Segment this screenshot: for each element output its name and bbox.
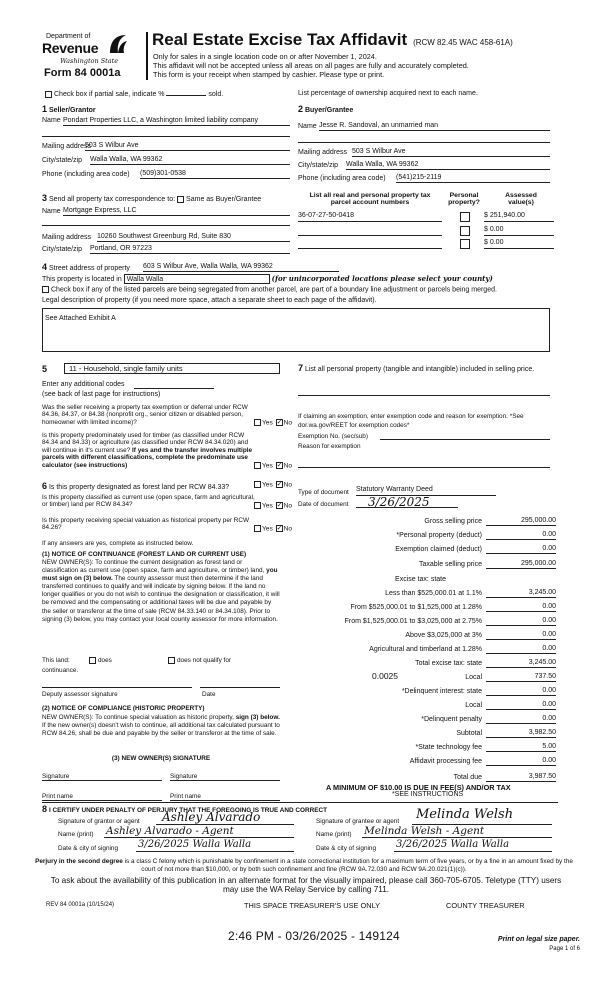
- grantee-date-field[interactable]: 3/26/2025 Walla Walla: [394, 839, 552, 852]
- correspondence-heading: 3 Send all property tax correspondence to: Same as Buyer/Grantee: [42, 193, 262, 203]
- deputy-signature-line[interactable]: [42, 687, 192, 688]
- header-line1: Only for sales in a single location code on or after November 1, 2024.: [153, 52, 377, 61]
- doc-type-row: Type of document Statutory Warranty Deed: [298, 489, 550, 496]
- dept-state: Washington State: [60, 57, 119, 65]
- calc-row: Less than $525,000.01 at 1.1% 3,245.00: [385, 589, 556, 597]
- minimum-due-note: A MINIMUM OF $10.00 IS DUE IN FEE(S) AND/OR TAX: [326, 783, 511, 792]
- corr-city-row: City/state/zip Portland, OR 97223: [42, 246, 290, 253]
- form-statute: (RCW 82.45 WAC 458-61A): [413, 38, 513, 47]
- seller-heading: 1 Seller/Grantor: [42, 104, 96, 114]
- form-title-row: [152, 30, 513, 50]
- this-land-row: This land: does does not qualify for: [42, 657, 231, 665]
- buyer-name-line2: [298, 142, 550, 143]
- accessibility-notice: To ask about the availability of this publication in an alternate format for the visually impaired, please call 360-705-6705. Teletype (TTY) users may use the WA Relay Service by calling 711.: [50, 876, 562, 895]
- calc-value[interactable]: 295,000.00: [520, 517, 556, 524]
- new-owner-print-line[interactable]: [42, 800, 162, 801]
- doc-date-field[interactable]: 3/26/2025: [356, 495, 458, 508]
- calc-row: *Personal property (deduct) 0.00: [396, 531, 556, 539]
- new-owner-signature-line[interactable]: [42, 780, 162, 781]
- additional-codes-row: Enter any additional codes: [42, 381, 282, 388]
- calc-row: From $1,525,000.01 to $3,025,000 at 2.75% 0.00: [344, 617, 556, 625]
- grantee-sig-row: Signature of grantee or agent Melinda Welsh: [316, 818, 552, 825]
- does-qualify-checkbox[interactable]: [89, 657, 96, 664]
- dept-brand: Revenue: [42, 40, 99, 56]
- print-name-label: Print name: [170, 793, 201, 800]
- cashier-stamp: 2:46 PM - 03/26/2025 - 149124: [228, 929, 400, 943]
- grantee-name-field[interactable]: Melinda Welsh - Agent: [362, 825, 552, 838]
- calc-row: *State technology fee 5.00: [415, 743, 556, 751]
- grantor-signature-field[interactable]: Ashley Alvarado: [156, 810, 294, 825]
- see-instructions-note: *SEE INSTRUCTIONS: [392, 791, 464, 798]
- calc-value[interactable]: 0.00: [542, 645, 556, 652]
- historic-yes-checkbox[interactable]: [254, 525, 261, 532]
- parcel-col-header: List all real and personal property tax parcel account numbers: [309, 192, 431, 206]
- seller-phone-field[interactable]: (509)301-0538: [140, 170, 290, 179]
- assessed-value-field[interactable]: $ 0.00: [484, 239, 554, 249]
- grantor-date-field[interactable]: 3/26/2025 Walla Walla: [136, 839, 294, 852]
- county-treasurer-label: COUNTY TREASURER: [446, 901, 525, 910]
- calc-row: Above $3,025,000 at 3% 0.00: [405, 631, 556, 639]
- calc-value[interactable]: 5.00: [542, 743, 556, 750]
- seller-city-row: City/state/zip Walla Walla, WA 99362: [42, 157, 290, 164]
- exemption-reason-label: Reason for exemption: [298, 443, 361, 450]
- calc-row: Gross selling price 295,000.00: [424, 517, 556, 525]
- exemption-no-checkbox[interactable]: [276, 419, 283, 426]
- personal-property-prompt: 7 List all personal property (tangible and intangible) included in selling price.: [298, 363, 535, 373]
- continuance-label: continuance.: [42, 667, 79, 674]
- print-name-label: Print name: [42, 793, 73, 800]
- does-not-qualify-checkbox[interactable]: [168, 657, 175, 664]
- historic-question: Is this property receiving special valuation as historical property per RCW 84.26?: [42, 517, 250, 532]
- located-row: This property is located in Walla Walla (for unincorporated locations please select your county): [42, 274, 493, 284]
- grantee-date-row: Date & city of signing 3/26/2025 Walla Walla: [316, 845, 552, 852]
- seller-mailing-row: Mailing address 503 S Wilbur Ave: [42, 143, 290, 150]
- calc-value[interactable]: 3,245.00: [528, 659, 556, 666]
- seller-name-row: Name Pondart Properties LLC, a Washington limited liability company: [42, 117, 290, 124]
- calc-row: Excise tax: state: [395, 576, 446, 583]
- grantee-signature-field[interactable]: Melinda Welsh: [412, 807, 552, 825]
- new-owner-signature-line[interactable]: [170, 780, 280, 781]
- calc-row: Local 0.00: [465, 701, 556, 709]
- forest-question: 6 Is this property designated as forest land per RCW 84.33?: [42, 481, 230, 491]
- corr-name-row: Name Mortgage Express, LLC: [42, 208, 290, 215]
- segregate-checkbox[interactable]: [42, 286, 49, 293]
- legal-paper-note: Print on legal size paper.: [497, 936, 580, 943]
- timber-yes-no: Yes ✓ No: [254, 462, 292, 469]
- buyer-name-row: Name Jesse R. Sandoval, an unmarried man: [298, 123, 550, 130]
- corr-mailing-field[interactable]: 10260 Southwest Greenburg Rd, Suite 830: [97, 233, 290, 242]
- current-use-yes-checkbox[interactable]: [254, 502, 261, 509]
- if-yes-note: If any answers are yes, complete as instructed below.: [42, 540, 194, 547]
- current-use-no-checkbox[interactable]: [276, 502, 283, 509]
- calc-value[interactable]: 295,000.00: [520, 560, 556, 567]
- seller-name-line2: [42, 136, 290, 137]
- grantee-name-row: Name (print) Melinda Welsh - Agent: [316, 831, 552, 838]
- calc-value[interactable]: 0.00: [542, 545, 556, 552]
- form-title: Real Estate Excise Tax Affidavit: [152, 30, 408, 49]
- section5-number: 5: [42, 364, 48, 374]
- buyer-heading: 2 Buyer/Grantee: [298, 104, 354, 114]
- assessed-value-field[interactable]: $ 251,940.00: [484, 212, 554, 222]
- corr-name-field[interactable]: Mortgage Express, LLC: [63, 207, 290, 216]
- exemption-yes-checkbox[interactable]: [254, 419, 261, 426]
- certify-row: 8 I CERTIFY UNDER PENALTY OF PERJURY THAT THE FOREGOING IS TRUE AND CORRECT: [42, 804, 327, 814]
- calc-value[interactable]: 0.00: [542, 603, 556, 610]
- personal-property-checkbox[interactable]: [460, 212, 470, 222]
- new-owner-print-line[interactable]: [170, 800, 280, 801]
- header-line2: This affidavit will not be accepted unless all areas on all pages are fully and accurately completed.: [153, 61, 469, 70]
- form-number: Form 84 0001a: [44, 67, 121, 79]
- calc-row: Total due 3,987.50: [453, 773, 556, 781]
- calc-value[interactable]: 0.00: [542, 715, 556, 722]
- parcel-row: [298, 239, 554, 250]
- calc-row: Affidavit processing fee 0.00: [409, 757, 556, 765]
- local-rate: 0.0025: [372, 671, 398, 681]
- codes-note: (see back of last page for instructions): [42, 391, 161, 398]
- revision-label: REV 84 0001a (10/15/24): [46, 902, 115, 908]
- deputy-date-line[interactable]: [200, 687, 280, 688]
- partial-sale-checkbox[interactable]: [45, 91, 52, 98]
- treasurer-use-label: THIS SPACE TREASURER'S USE ONLY: [244, 901, 381, 910]
- calc-row: Agricultural and timberland at 1.28% 0.00: [369, 645, 556, 653]
- assessed-col-header: Assessed value(s): [505, 192, 537, 206]
- section8-rule: [42, 802, 558, 803]
- doc-type-field[interactable]: Statutory Warranty Deed: [356, 486, 496, 496]
- calc-value[interactable]: 0.00: [542, 687, 556, 694]
- parcel-number-field[interactable]: [298, 239, 442, 249]
- segregate-row: Check box if any of the listed parcels are being segregated from another parcel, are part of a boundary line adjustment or parcels being merged.: [42, 286, 497, 293]
- parcel-row: [298, 212, 554, 223]
- buyer-phone-field[interactable]: (541)215-2119: [396, 174, 550, 183]
- buyer-mailing-field[interactable]: 503 S Wilbur Ave: [352, 148, 550, 157]
- dor-emblem-icon: [108, 33, 128, 55]
- personal-property-checkbox[interactable]: [460, 226, 470, 236]
- page-number: Page 1 of 6: [549, 946, 580, 952]
- exemption-yes-no: Yes ✓ No: [254, 419, 292, 426]
- same-as-buyer-checkbox[interactable]: [177, 196, 184, 203]
- timber-question: Is this property predominately used for timber (as classified under RCW 84.34 and 84.33) or agriculture (as classified under RCW 84.34.020) and will continue in it's current use? If yes and the transfer involves multiple parcels with different classifications, complete the predominate use calculator (see instructions): [42, 432, 253, 469]
- exemption-no-row: Exemption No. (sec/sub): [298, 433, 550, 440]
- corr-mailing-row: Mailing address 10260 Southwest Greenburg Rd, Suite 830: [42, 234, 290, 241]
- calc-row: From $525,000.01 to $1,525,000 at 1.28% 0.00: [350, 603, 556, 611]
- buyer-city-row: City/state/zip Walla Walla, WA 99362: [298, 162, 550, 169]
- timber-no-checkbox[interactable]: [276, 462, 283, 469]
- list-pct-note: List percentage of ownership acquired next to each name.: [298, 90, 478, 97]
- calc-value[interactable]: 0.00: [542, 617, 556, 624]
- forest-yes-no: Yes ✓ No: [254, 481, 292, 488]
- buyer-city-field[interactable]: Walla Walla, WA 99362: [346, 161, 550, 170]
- calc-value[interactable]: 737.50: [534, 673, 556, 680]
- grantor-date-row: Date & city of signing 3/26/2025 Walla Walla: [58, 845, 294, 852]
- calc-value[interactable]: 3,987.50: [528, 773, 556, 780]
- grantor-sig-row: Signature of grantor or agent Ashley Alvarado: [58, 818, 294, 825]
- notice-continuance-title: (1) NOTICE OF CONTINUANCE (FOREST LAND OR CURRENT USE): [42, 551, 247, 558]
- partial-sale-row: Check box if partial sale, indicate % sold.: [43, 89, 223, 98]
- seller-phone-row: Phone (including area code) (509)301-0538: [42, 171, 290, 178]
- calc-value[interactable]: 0.00: [542, 631, 556, 638]
- exemption-question: Was the seller receiving a property tax exemption or deferral under RCW 84.36, 84.37, or 84.38 (nonprofit org., senior citizen or disabled person, homeowner with limited income)?: [42, 404, 248, 426]
- calc-row: Subtotal 3,982.50: [456, 729, 556, 737]
- personal-property-line[interactable]: [298, 395, 550, 396]
- header-line3: This form is your receipt when stamped by cashier. Please type or print.: [153, 70, 385, 79]
- legal-description-field[interactable]: See Attached Exhibit A: [42, 308, 550, 352]
- grantor-name-field[interactable]: Ashley Alvarado - Agent: [104, 825, 294, 838]
- deputy-signature-label: Deputy assessor signature: [42, 691, 118, 698]
- historic-no-checkbox[interactable]: [276, 525, 283, 532]
- calc-value[interactable]: 3,982.50: [528, 729, 556, 736]
- calc-row: Taxable selling price 295,000.00: [418, 560, 556, 568]
- grantor-name-row: Name (print) Ashley Alvarado - Agent: [58, 831, 294, 838]
- doc-date-row: Date of document 3/26/2025: [298, 501, 550, 508]
- personal-col-header: Personal property?: [448, 192, 480, 206]
- personal-property-checkbox[interactable]: [460, 239, 470, 249]
- buyer-phone-row: Phone (including area code) (541)215-2119: [298, 175, 550, 182]
- calc-row: *Delinquent interest: state 0.00: [401, 687, 556, 695]
- parcel-number-field[interactable]: 36-07-27-50-0418: [298, 212, 442, 222]
- partial-sale-percent[interactable]: [166, 89, 206, 96]
- deputy-date-label: Date: [202, 691, 216, 698]
- seller-name-field[interactable]: Pondart Properties LLC, a Washington limited liability company: [63, 117, 290, 126]
- calc-value[interactable]: 0.00: [542, 531, 556, 538]
- exemption-reason-line[interactable]: [298, 467, 550, 468]
- calc-value[interactable]: 0.00: [542, 757, 556, 764]
- exemption-no-field[interactable]: [380, 433, 550, 440]
- header-divider: [146, 32, 148, 80]
- dept-line1: Department of: [46, 33, 91, 40]
- street-row: 4 Street address of property 603 S Wilbur Ave, Walla Walla, WA 99362: [42, 262, 342, 272]
- parcel-number-field[interactable]: [298, 226, 442, 236]
- exemption-prompt: If claiming an exemption, enter exemption code and reason for exemption. *See dor.wa.gov/REET for exemption codes*: [298, 413, 524, 429]
- parcel-row: [298, 226, 554, 237]
- calc-row: Total excise tax: state 3,245.00: [415, 659, 556, 667]
- perjury-notice: Perjury in the second degree is a class C felony which is punishable by confinement in a state correctional institution for a maximum term of five years, or by a fine in an amount fixed by the court of not more than $10,000, or by both such confinement and fine (RCW 9A.72.030 and RCW 9A.20.021(1)(c)).: [35, 858, 573, 873]
- seller-mailing-field[interactable]: 503 S Wilbur Ave: [85, 142, 290, 151]
- forest-no-checkbox[interactable]: [276, 481, 283, 488]
- notice-compliance-title: (2) NOTICE OF COMPLIANCE (HISTORIC PROPERTY): [42, 705, 205, 712]
- additional-codes-field[interactable]: [134, 381, 214, 389]
- calc-row: 0.0025 Local 737.50: [372, 671, 556, 681]
- land-use-select[interactable]: 11 - Household, single family units: [64, 363, 280, 374]
- corr-name-line2: [42, 225, 290, 226]
- calc-value[interactable]: 3,245.00: [528, 589, 556, 596]
- buyer-mailing-row: Mailing address 503 S Wilbur Ave: [298, 149, 550, 156]
- calc-row: *Delinquent penalty 0.00: [421, 715, 556, 723]
- calc-value[interactable]: 0.00: [542, 701, 556, 708]
- buyer-name-field[interactable]: Jesse R. Sandoval, an unmarried man: [319, 122, 550, 131]
- forest-yes-checkbox[interactable]: [254, 481, 261, 488]
- new-owner-signature-title: (3) NEW OWNER(S) SIGNATURE: [111, 755, 211, 762]
- current-use-question: Is this property classified as current use (open space, farm and agricultural, or timber) land per RCW 84.34?: [42, 494, 255, 509]
- signature-label: Signature: [170, 773, 198, 780]
- street-address-field[interactable]: 603 S Wilbur Ave, Walla Walla, WA 99362: [143, 263, 339, 272]
- current-use-yes-no: Yes ✓ No: [254, 502, 292, 509]
- calc-row: Exemption claimed (deduct) 0.00: [395, 545, 556, 553]
- notice-continuance-text: NEW OWNER(S): To continue the current designation as forest land or classification as current use (open space, farm and agriculture, or timber) land, you must sign on (3) below. The county assessor must then determine if the land transferred continues to qualify and will indicate by signing below. If the land no longer qualifies or you do not wish to continue the designation or classification, it will be removed and the compensating or additional taxes will be due and payable by the seller or transferor at the time of sale (RCW 84.33.140 or 84.34.108). Prior to signing (3) below, you may contact your local county assessor for more information.: [42, 559, 280, 623]
- signature-label: Signature: [42, 773, 70, 780]
- notice-compliance-text: NEW OWNER(S): To continue special valuation as historic property, sign (3) below. If the new owner(s) doesn't wish to continue, all additional tax calculated pursuant to RCW 84.26, shall be due and payable by the seller or transferor at the time of sale.: [42, 714, 280, 738]
- seller-city-field[interactable]: Walla Walla, WA 99362: [90, 156, 290, 165]
- legal-label: Legal description of property (if you need more space, attach a separate sheet to each page of the affidavit).: [42, 297, 377, 304]
- location-select[interactable]: Walla Walla: [124, 274, 270, 284]
- timber-yes-checkbox[interactable]: [254, 462, 261, 469]
- corr-city-field[interactable]: Portland, OR 97223: [90, 245, 290, 254]
- assessed-value-field[interactable]: $ 0.00: [484, 226, 554, 236]
- historic-yes-no: Yes ✓ No: [254, 525, 292, 532]
